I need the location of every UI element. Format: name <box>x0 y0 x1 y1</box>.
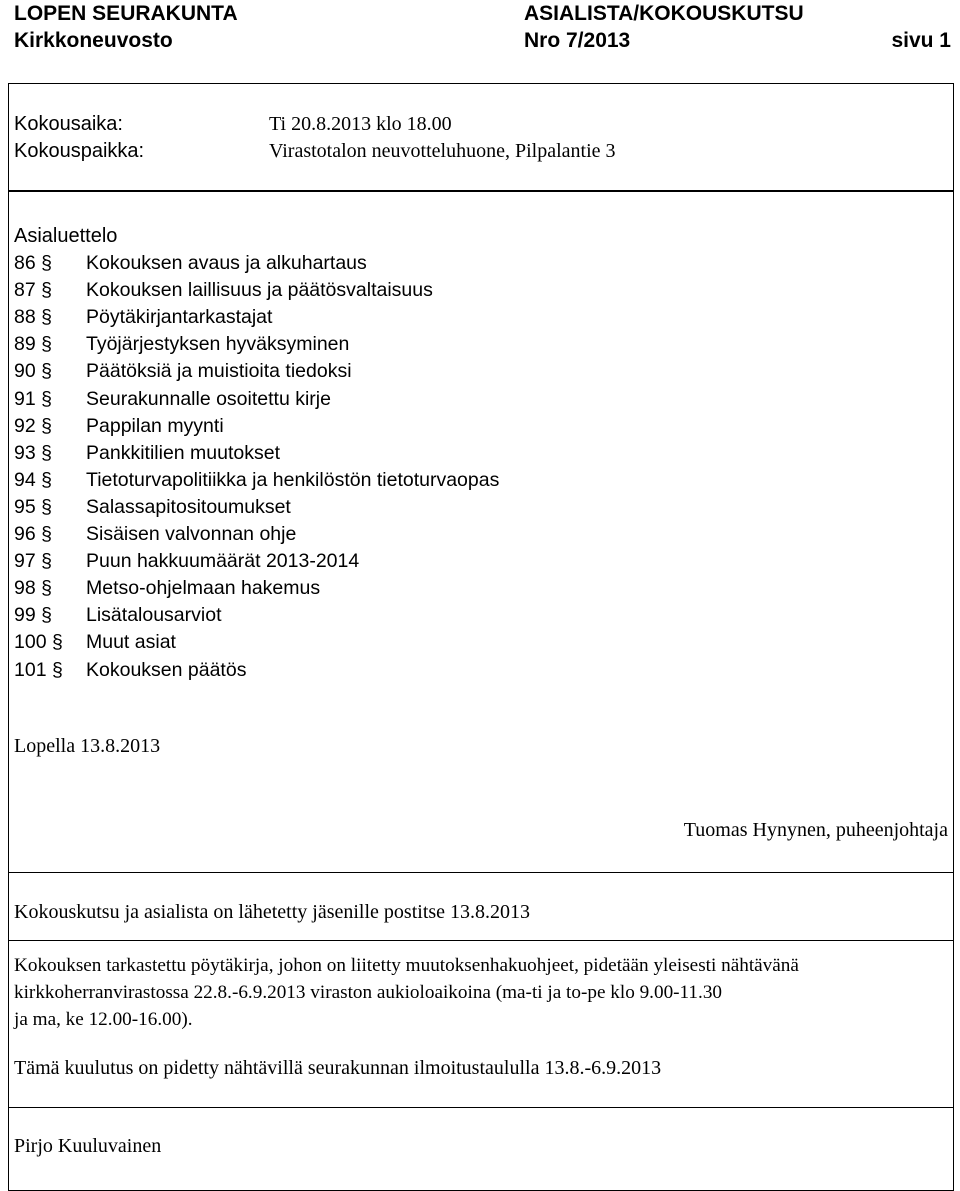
separator-2 <box>8 940 954 941</box>
separator-1 <box>8 872 954 873</box>
agenda-item-title: Pappilan myynti <box>86 414 224 437</box>
sent-notice: Kokouskutsu ja asialista on lähetetty jäsenille postitse 13.8.2013 <box>14 901 531 923</box>
agenda-item-title: Pöytäkirjantarkastajat <box>86 306 273 329</box>
meeting-time-value: Ti 20.8.2013 klo 18.00 <box>269 113 452 135</box>
agenda-item-title: Päätöksiä ja muistioita tiedoksi <box>86 360 352 383</box>
agenda-item-title: Työjärjestyksen hyväksyminen <box>86 333 350 356</box>
agenda-item-number: 94 § <box>14 468 52 491</box>
body-name: Kirkkoneuvosto <box>14 29 173 52</box>
agenda-item-title: Sisäisen valvonnan ohje <box>86 523 297 545</box>
meeting-number: Nro 7/2013 <box>524 29 631 52</box>
agenda-item-title: Lisätalousarviot <box>86 604 222 627</box>
meeting-place-value: Virastotalon neuvotteluhuone, Pilpalantie 3 <box>269 140 616 162</box>
signer: Tuomas Hynynen, puheenjohtaja <box>683 819 948 841</box>
meeting-place-label: Kokouspaikka: <box>14 140 145 162</box>
agenda-item-title: Tietoturvapolitiikka ja henkilöstön tietoturvaopas <box>86 468 500 491</box>
agenda-item-number: 96 § <box>14 523 52 545</box>
agenda-item-title: Seurakunnalle osoitettu kirje <box>86 387 331 410</box>
agenda-item-number: 88 § <box>14 306 52 329</box>
agenda-item-title: Salassapitositoumukset <box>86 495 291 518</box>
agenda-item-title: Pankkitilien muutokset <box>86 441 281 464</box>
agenda-item-title: Kokouksen päätös <box>86 658 247 681</box>
agenda-item-title: Kokouksen laillisuus ja päätösvaltaisuus <box>86 279 433 302</box>
document-type: ASIALISTA/KOKOUSKUTSU <box>524 2 804 25</box>
agenda-item-number: 101 § <box>14 658 63 681</box>
page-number: sivu 1 <box>891 29 951 52</box>
agenda-item-number: 86 § <box>14 252 52 274</box>
place-date: Lopella 13.8.2013 <box>14 735 161 757</box>
agenda-item-number: 93 § <box>14 441 52 464</box>
agenda-item-number: 89 § <box>14 333 52 356</box>
agenda-item-title: Puun hakkuumäärät 2013-2014 <box>86 550 360 573</box>
agenda-item-number: 91 § <box>14 387 52 410</box>
agenda-heading: Asialuettelo <box>14 225 118 247</box>
posted-notice: Tämä kuulutus on pidetty nähtävillä seurakunnan ilmoitustaululla 13.8.-6.9.2013 <box>14 1057 662 1079</box>
agenda-item-number: 100 § <box>14 631 63 654</box>
agenda-item-number: 92 § <box>14 414 52 437</box>
agenda-item-number: 98 § <box>14 577 52 600</box>
agenda-item-number: 95 § <box>14 495 52 518</box>
minutes-notice-line-2: kirkkoherranvirastossa 22.8.-6.9.2013 viraston aukioloaikoina (ma-ti ja to-pe klo 9.00-11.30 <box>14 982 723 1003</box>
parish-name: LOPEN SEURAKUNTA <box>14 2 238 25</box>
agenda-item-number: 87 § <box>14 279 52 302</box>
agenda-item-number: 90 § <box>14 360 52 383</box>
agenda-item-title: Metso-ohjelmaan hakemus <box>86 577 321 600</box>
minutes-notice-line-3: ja ma, ke 12.00-16.00). <box>14 1009 193 1030</box>
separator-3 <box>8 1107 954 1108</box>
agenda-item-number: 97 § <box>14 550 52 573</box>
minutes-notice-line-1: Kokouksen tarkastettu pöytäkirja, johon on liitetty muutoksenhakuohjeet, pidetään yleisesti nähtävänä <box>14 955 799 976</box>
meeting-info-box <box>8 83 954 191</box>
meeting-time-label: Kokousaika: <box>14 113 123 135</box>
agenda-item-number: 99 § <box>14 604 52 627</box>
poster-name: Pirjo Kuuluvainen <box>14 1135 162 1157</box>
agenda-item-title: Muut asiat <box>86 631 176 654</box>
agenda-item-title: Kokouksen avaus ja alkuhartaus <box>86 252 367 274</box>
